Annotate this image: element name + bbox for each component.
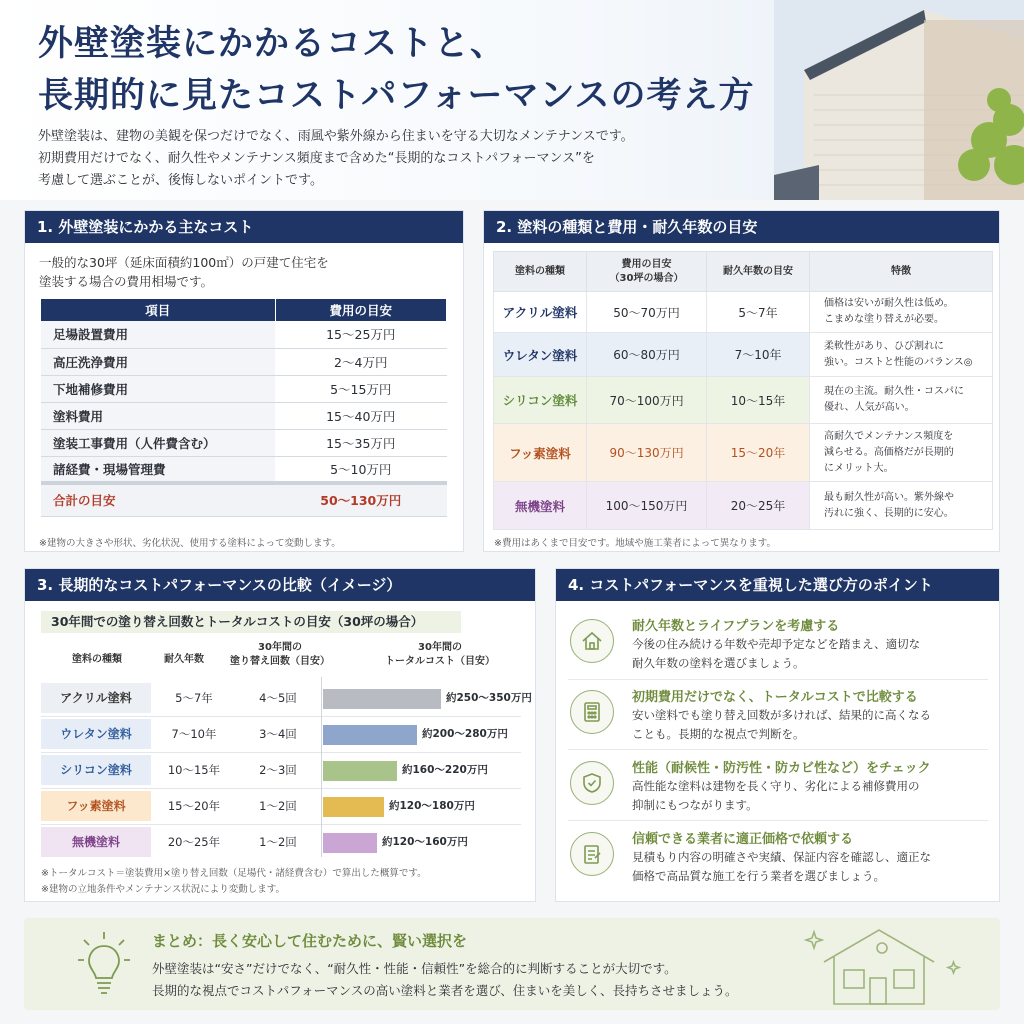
cost-table [41, 299, 447, 517]
total-cost-bar [323, 761, 397, 781]
paint-types-card [483, 210, 1000, 552]
house-photo [774, 0, 1024, 200]
lead-text: 外壁塗装は、建物の美観を保つだけでなく、雨風や紫外線から住まいを守る大切なメンテナンスです。 初期費用だけでなく、耐久性やメンテナンス頻度まで含めた“長期的なコストパフォーマンス”を 考慮して選ぶことが、後悔しないポイントです。 [38, 129, 634, 188]
bar-axis-line [321, 677, 322, 857]
column-header-life: 耐久年数の目安 [707, 252, 810, 292]
category-label: シリコン塗料 [41, 755, 151, 785]
section-heading: 4. コストパフォーマンスを重視した選び方のポイント [556, 569, 999, 601]
total-cost-label: 約200〜280万円 [422, 728, 508, 740]
total-cost-label: 約120〜160万円 [382, 836, 468, 848]
page-header [0, 0, 1024, 200]
point-item [568, 828, 988, 894]
total-cost-bar [323, 797, 384, 817]
column-header-type: 塗料の種類 [494, 252, 587, 292]
category-label: 無機塗料 [41, 827, 151, 857]
durability-value: 20〜25年 [167, 835, 221, 849]
point-title: 初期費用だけでなく、トータルコストで比較する [632, 690, 918, 705]
summary-text: 外壁塗装は“安さ”だけでなく、“耐久性・性能・信頼性”を総合的に判断することが大切です。 長期的な視点でコストパフォーマンスの高い塗料と業者を選び、住まいを美しく、長持ちさせましょう。 [152, 961, 738, 998]
table-row: 諸経費・現場管理費 5〜10万円 [41, 456, 447, 483]
footnote: ※費用はあくまで目安です。地域や施工業者によって異なります。 [494, 538, 776, 549]
divider [568, 679, 988, 680]
category-label: ウレタン塗料 [41, 719, 151, 749]
selection-points-card [555, 568, 1000, 902]
table-row: アクリル塗料 50〜70万円 5〜7年 価格は安いが耐久性は低め。 こまめな塗り替えが必要。 [494, 292, 993, 333]
chart-row [41, 753, 521, 787]
total-cost-bar [323, 689, 441, 709]
chart-subtitle: 30年間での塗り替え回数とトータルコストの目安（30坪の場合） [41, 611, 461, 633]
column-header-total: 30年間の トータルコスト（目安） [385, 642, 495, 667]
table-row: シリコン塗料 70〜100万円 10〜15年 現在の主流。耐久性・コスパに 優れ、人気が高い。 [494, 377, 993, 424]
total-cost-label: 約250〜350万円 [446, 692, 532, 704]
total-cost-bar [323, 833, 377, 853]
calculator-icon [570, 690, 614, 734]
cost-breakdown-card [24, 210, 464, 552]
column-header-cost: 費用の目安 （30坪の場合） [587, 252, 707, 292]
column-header-feature: 特徴 [810, 252, 993, 292]
point-title: 耐久年数とライフプランを考慮する [632, 619, 840, 634]
column-header-count: 30年間の 塗り替え回数（目安） [230, 642, 330, 667]
chart-row [41, 717, 521, 751]
table-row: フッ素塗料 90〜130万円 15〜20年 高耐久でメンテナンス頻度を 減らせる。高価格だが長期的 にメリット大。 [494, 424, 993, 482]
checklist-icon [570, 832, 614, 876]
column-header-item: 項目 [41, 299, 275, 321]
point-body: 見積もり内容の明確さや実績、保証内容を確認し、適正な 価格で高品質な施工を行う業者を選びましょう。 [632, 850, 931, 883]
total-row: 合計の目安 50〜130万円 [41, 483, 447, 516]
section-heading: 1. 外壁塗装にかかる主なコスト [25, 211, 463, 243]
paint-types-table [493, 251, 993, 530]
repaint-count-value: 4〜5回 [259, 691, 297, 705]
table-row: 塗料費用 15〜40万円 [41, 402, 447, 429]
durability-value: 7〜10年 [171, 727, 217, 741]
repaint-count-value: 1〜2回 [259, 835, 297, 849]
lightbulb-icon [74, 928, 134, 1000]
point-item [568, 757, 988, 823]
point-body: 高性能な塗料は建物を長く守り、劣化による補修費用の 抑制にもつながります。 [632, 779, 920, 812]
point-body: 安い塗料でも塗り替え回数が多ければ、結果的に高くなる ことも。長期的な視点で判断を。 [632, 708, 931, 741]
page-title: 外壁塗装にかかるコストと、 長期的に見たコストパフォーマンスの考え方 [38, 23, 755, 116]
divider [568, 820, 988, 821]
summary-title: まとめ：長く安心して住むために、賢い選択を [152, 932, 468, 950]
shield-icon [570, 761, 614, 805]
divider [568, 749, 988, 750]
point-title: 信頼できる業者に適正価格で依頼する [632, 832, 854, 847]
table-row: 高圧洗浄費用 2〜4万円 [41, 348, 447, 375]
category-label: フッ素塗料 [41, 791, 151, 821]
point-body: 今後の住み続ける年数や売却予定などを踏まえ、適切な 耐久年数の塗料を選びましょう。 [632, 637, 921, 670]
durability-value: 15〜20年 [167, 799, 221, 813]
table-row: ウレタン塗料 60〜80万円 7〜10年 柔軟性があり、ひび割れに 強い。コストと性能のバランス◎ [494, 333, 993, 377]
section-heading: 3. 長期的なコストパフォーマンスの比較（イメージ） [25, 569, 535, 601]
footnote: ※建物の大きさや形状、劣化状況、使用する塗料によって変動します。 [39, 538, 341, 549]
section-heading: 2. 塗料の種類と費用・耐久年数の目安 [484, 211, 999, 243]
table-row: 無機塗料 100〜150万円 20〜25年 最も耐久性が高い。紫外線や 汚れに強く、長期的に安心。 [494, 482, 993, 530]
point-title: 性能（耐候性・防汚性・防カビ性など）をチェック [632, 761, 931, 776]
category-label: アクリル塗料 [41, 683, 151, 713]
durability-value: 5〜7年 [175, 691, 213, 705]
section-description: 一般的な30坪（延床面積約100㎡）の戸建て住宅を 塗装する場合の費用相場です。 [39, 255, 329, 289]
total-cost-bar [323, 725, 417, 745]
table-row: 塗装工事費用（人件費含む） 15〜35万円 [41, 429, 447, 456]
table-row: 下地補修費用 5〜15万円 [41, 375, 447, 402]
point-item [568, 686, 988, 752]
repaint-count-value: 3〜4回 [259, 727, 297, 741]
durability-value: 10〜15年 [167, 763, 221, 777]
column-header-cost: 費用の目安 [275, 299, 447, 321]
chart-row [41, 789, 521, 823]
repaint-count-value: 1〜2回 [259, 799, 297, 813]
point-item [568, 615, 988, 681]
table-row: 足場設置費用 15〜25万円 [41, 321, 447, 348]
footnote: ※建物の立地条件やメンテナンス状況により変動します。 [41, 884, 285, 895]
column-header-type: 塗料の種類 [72, 654, 122, 665]
house-illustration-icon [804, 922, 964, 1006]
footnote: ※トータルコスト＝塗装費用×塗り替え回数（足場代・諸経費含む）で算出した概算です。 [41, 868, 427, 879]
column-header-life: 耐久年数 [164, 654, 204, 665]
long-term-comparison-card [24, 568, 536, 902]
house-icon [570, 619, 614, 663]
total-cost-label: 約120〜180万円 [389, 800, 475, 812]
total-cost-label: 約160〜220万円 [402, 764, 488, 776]
chart-row [41, 681, 532, 715]
chart-row [41, 825, 521, 859]
repaint-count-value: 2〜3回 [259, 763, 297, 777]
summary-box [24, 918, 1000, 1010]
